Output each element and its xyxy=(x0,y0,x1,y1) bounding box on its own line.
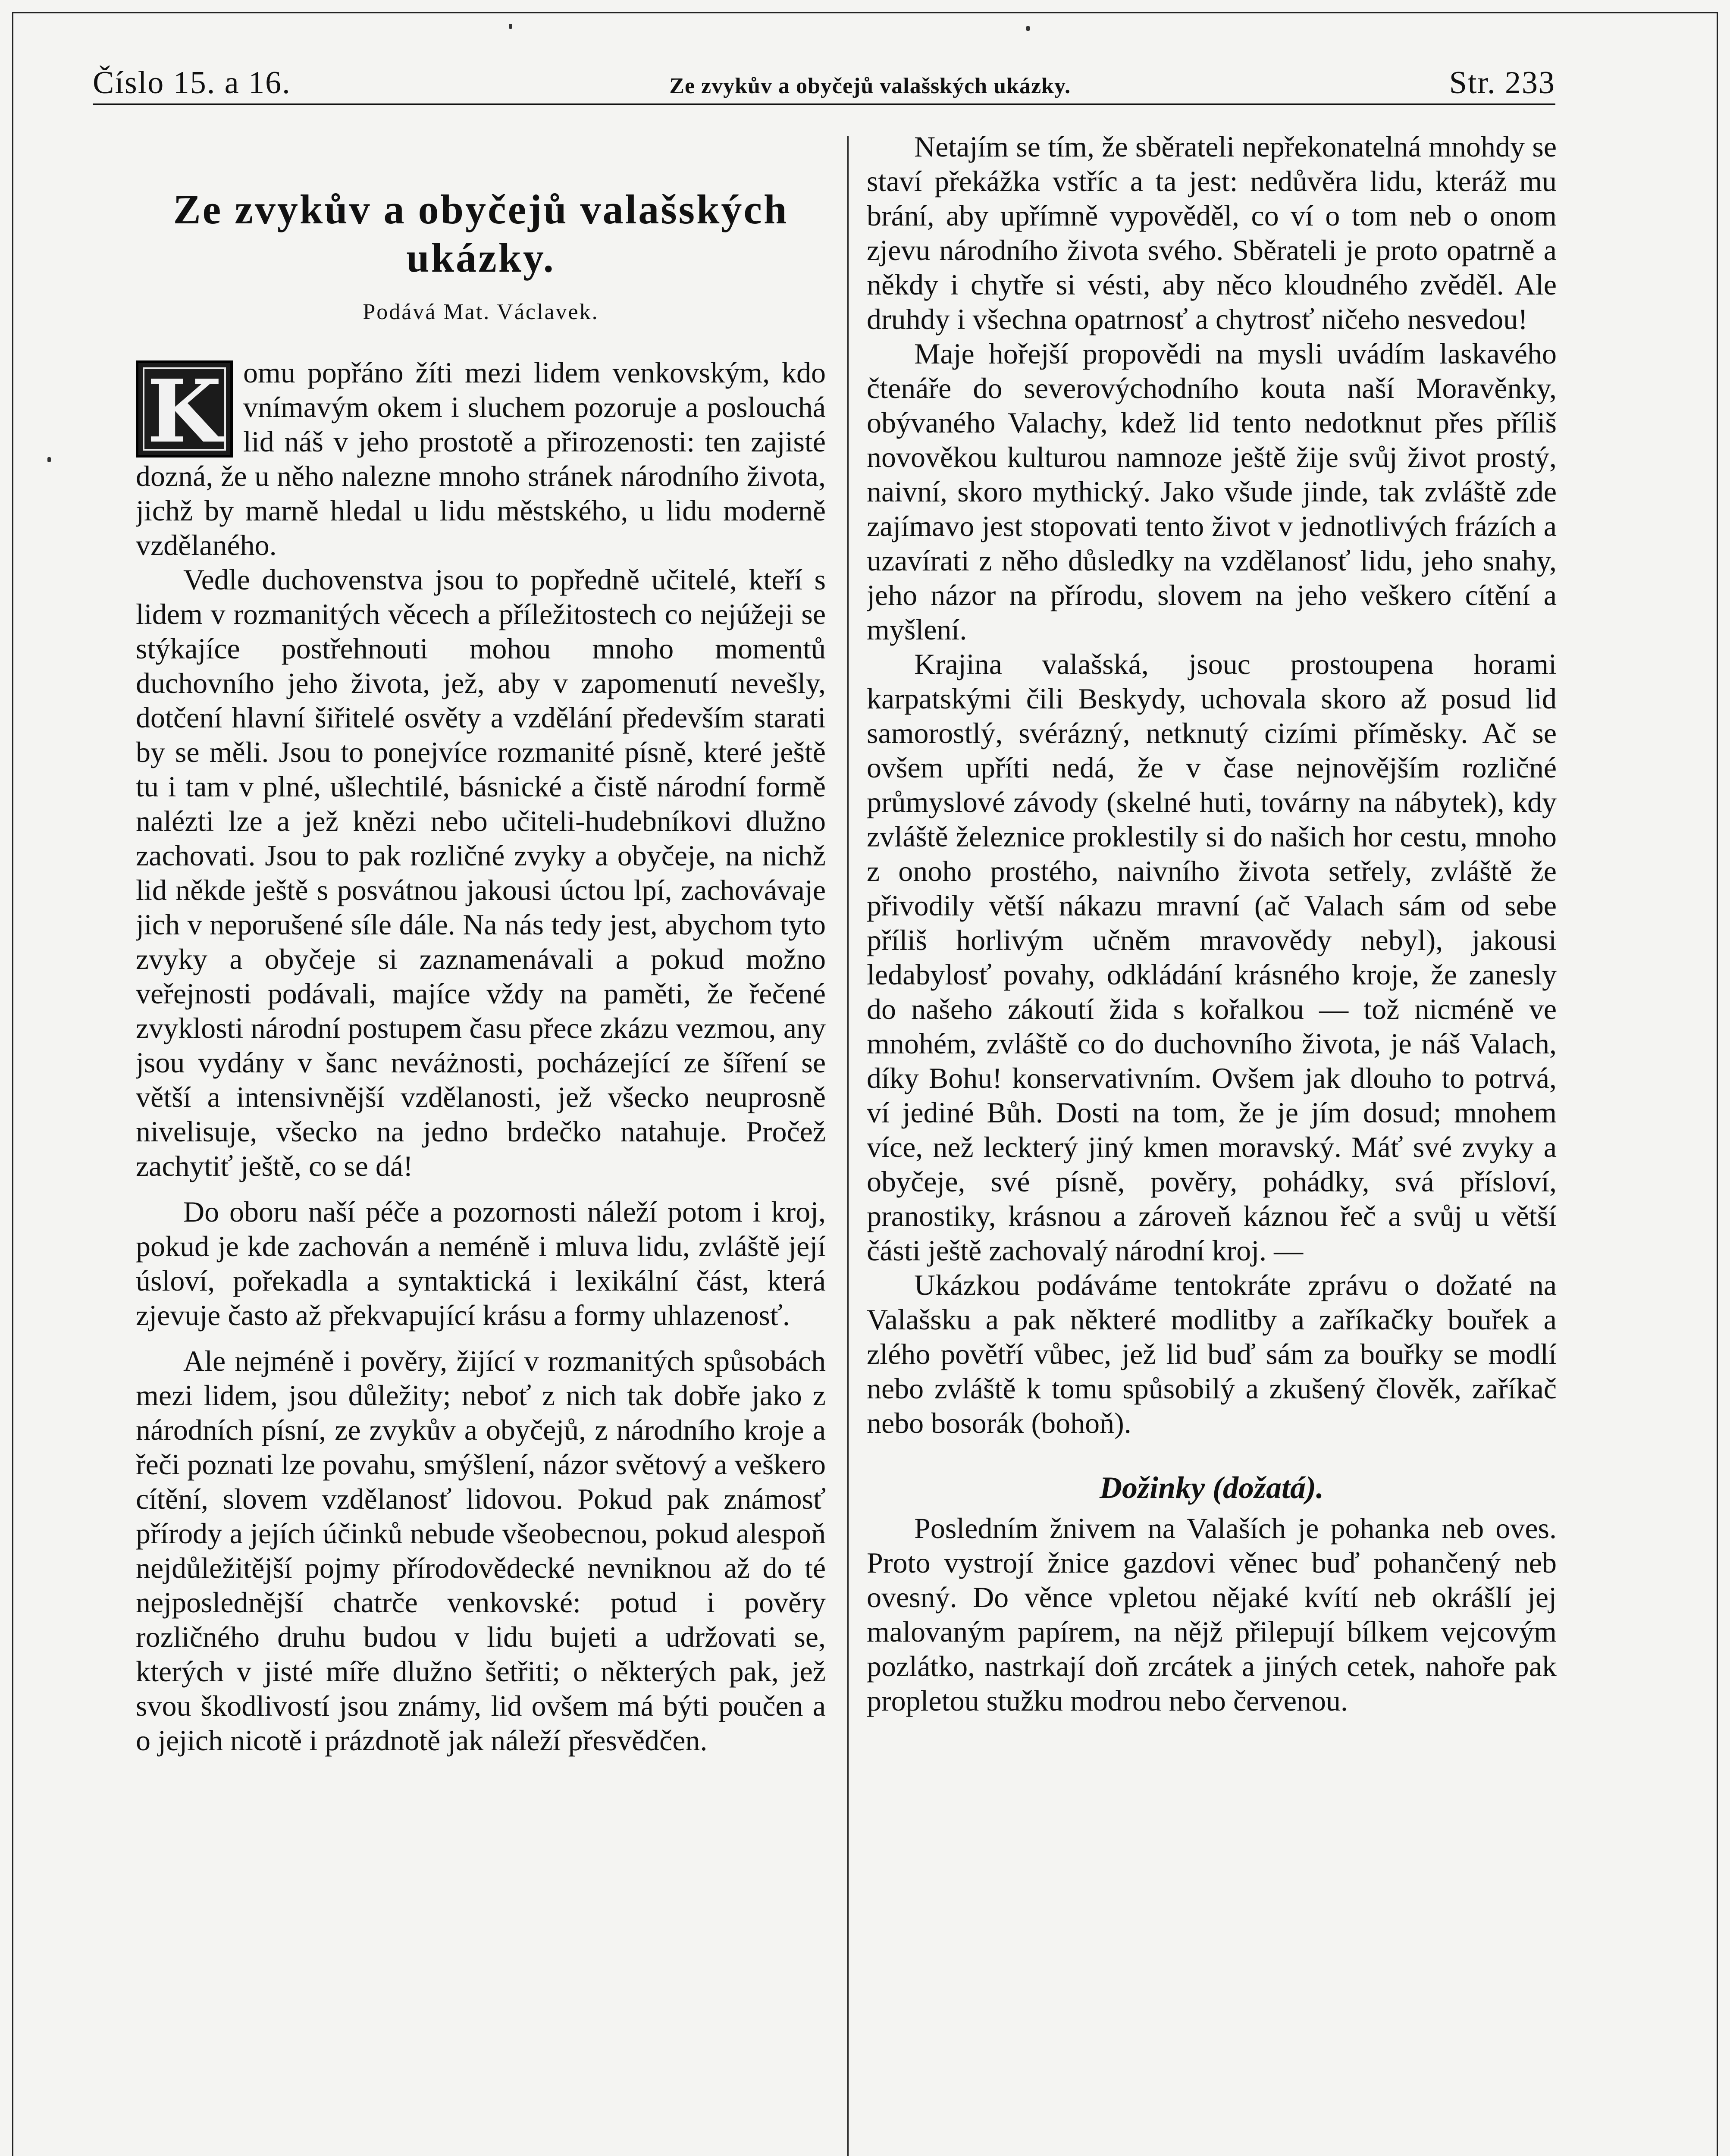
running-title: Ze zvykův a obyčejů valašských ukázky. xyxy=(669,74,1071,98)
initial-letter: K xyxy=(147,361,222,458)
paragraph-2: Vedle duchovenstva jsou to popředně učitelé, kteří s lidem v rozmanitých věcech a příležitostech co nejúžeji se stýkajíce postřehnouti mohou mnoho momentů duchovního jeho života, jež, aby v zapomenutí nevešly, dotčení hlavní šiřitelé osvěty a vzdělání především starati by se měli. Jsou to ponejvíce rozmanité písně, které ještě tu i tam v plné, ušlechtilé, básnické a čistě národní formě nalézti lze a jež knězi nebo učiteli-hudebníkovi dlužno zachovati. Jsou to pak rozličné zvyky a obyčeje, na nichž lid někde ještě s posvátnou jakousi úctou lpí, zachovávaje jich v neporušené síle dále. Na nás tedy jest, abychom tyto zvyky a obyčeje si zaznamenávali a pokud možno veřejnosti podávali, majíce vždy na paměti, že řečené zvyklosti národní postupem času přece zkázu vezmou, any jsou vydány v šanc neváżnosti, pocházející ze šíření se větší a intensivnější vzdělanosti, jež všecko neuprosně nivelisuje, všecko na jedno brdečko natahuje. Pročež zachytiť ještě, co se dá! xyxy=(136,563,826,1182)
issue-number: Číslo 15. a 16. xyxy=(93,65,291,100)
article-title: Ze zvykův a obyčejů valašských ukázky. xyxy=(173,186,789,281)
ornamental-initial xyxy=(136,360,233,458)
right-column xyxy=(867,129,1557,2156)
paragraph-5: Netajím se tím, že sběrateli nepřekonatelná mnohdy se staví překážka vstříc a ta jest: nedůvěra lidu, kteráž mu brání, aby upřímně vypověděl, co ví o tom neb o onom zjevu národního života svého. Sběrateli je proto opatrně a někdy i chytře si vésti, aby něco kloudného zvěděl. Ale druhdy i všechna opatrnosť a chytrosť ničeho nesvedou! xyxy=(867,130,1557,335)
column-rule xyxy=(847,136,849,2156)
byline: Podává Mat. Václavek. xyxy=(363,300,599,324)
paragraph-8: Ukázkou podáváme tentokráte zprávu o dožaté na Valašsku a pak některé modlitby a zaříkačky bouřek a zlého povětří vůbec, jež lid buď sám za bouřky se modlí nebo zvláště k tomu spůsobilý a zkušený člověk, zaříkač nebo bosorák (bohoň). xyxy=(867,1269,1557,1439)
paragraph-6: Maje hořejší propovědi na mysli uvádím laskavého čtenáře do severovýchodního kouta naší Moravěnky, obývaného Valachy, kdež lid tento nedotknut přes příliš novověkou kulturou namnoze ještě žije svůj život prostý, naivní, skoro mythický. Jako všude jinde, tak zvláště zde zajímavo jest stopovati tento život v jednotlivých frázích a uzavírati z něho důsledky na vzdělanosť lidu, jeho snahy, jeho názor na přírodu, slovem na jeho veškero cítění a myšlení. xyxy=(867,337,1557,646)
print-speck xyxy=(47,457,51,462)
running-header xyxy=(93,58,1555,101)
paragraph-7: Krajina valašská, jsouc prostoupena horami karpatskými čili Beskydy, uchovala skoro až posud lid samorostlý, svérázný, netknutý cizími příměsky. Ač se ovšem upříti nedá, že v čase nejnovějším rozličné průmyslové závody (skelné huti, továrny na nábytek), kdy zvláště železnice proklestily si do našich hor cestu, mnoho z onoho prostého, naivního života setřely, zvláště že přivodily větší nákazu mravní (ač Valach sám od sebe příliš horlivým učněm mravovědy nebyl), jakousi ledabylosť povahy, odkládání krásného kroje, že zanesly do našeho zákoutí žida s kořalkou — tož nicméně ve mnohém, zvláště co do duchovního života, je náš Valach, díky Bohu! konservativním. Ovšem jak dlouho to potrvá, ví jediné Bůh. Dosti na tom, že je jím dosud; mnohem více, než leckterý jiný kmen moravský. Máť své zvyky a obyčeje, své písně, pověry, pohádky, svá přísloví, pranostiky, krásnou a zároveň káznou řeč a svůj u větší části ještě zachovalý národní kroj. — xyxy=(867,648,1557,1267)
section-title: Dožinky (dožatá). xyxy=(1100,1470,1324,1505)
paragraph-1: omu popřáno žíti mezi lidem venkovským, kdo vnímavým okem i sluchem pozoruje a poslouchá lid náš v jeho prostotě a přirozenosti: ten zajisté dozná, že u něho nalezne mnoho stránek národního života, jichž by marně hledal u lidu městského, u lidu moderně vzdělaného. xyxy=(136,356,826,561)
paragraph-9: Posledním žnivem na Valaších je pohanka neb oves. Proto vystrojí žnice gazdovi věnec buď pohančený neb ovesný. Do věnce vpletou nějaké kvítí neb okrášlí jej malovaným papírem, na nějž přilepují bílkem vejcovým pozlátko, nastrkají doň zrcátek a jiných cetek, nahoře pak propletou stužku modrou nebo červenou. xyxy=(867,1512,1557,1717)
header-rule xyxy=(93,103,1555,105)
print-speck xyxy=(1026,26,1030,31)
paragraph-3: Do oboru naší péče a pozornosti náleží potom i kroj, pokud je kde zachován a neméně i mluva lidu, zvláště její úsloví, pořekadla a syntaktická i lexikální část, která zjevuje často až překvapující krásu a formy uhlazenosť. xyxy=(136,1195,826,1332)
page-number: Str. 233 xyxy=(1449,65,1555,100)
print-speck xyxy=(509,24,512,29)
paragraph-4: Ale nejméně i pověry, žijící v rozmanitých spůsobách mezi lidem, jsou důležity; neboť z nich tak dobře jako z národních písní, ze zvykův a obyčejů, z národního kroje a řeči poznati lze povahu, smýšlení, názor světový a veškero cítění, slovem vzdělanosť lidovou. Pokud pak známosť přírody a jejích účinků nebude všeobecnou, pokud alespoň nejdůležitější pojmy přírodovědecké nevniknou až do té nejposlednější chatrče venkovské: potud i pověry rozličného druhu budou v lidu bujeti a udržovati se, kterých v jisté míře dlužno šetřiti; o některých pak, jež svou škodlivostí jsou známy, lid ovšem má býti poučen a o jejich nicotě i prázdnotě jak náleží přesvědčen. xyxy=(136,1344,826,1757)
left-column xyxy=(136,129,826,2156)
